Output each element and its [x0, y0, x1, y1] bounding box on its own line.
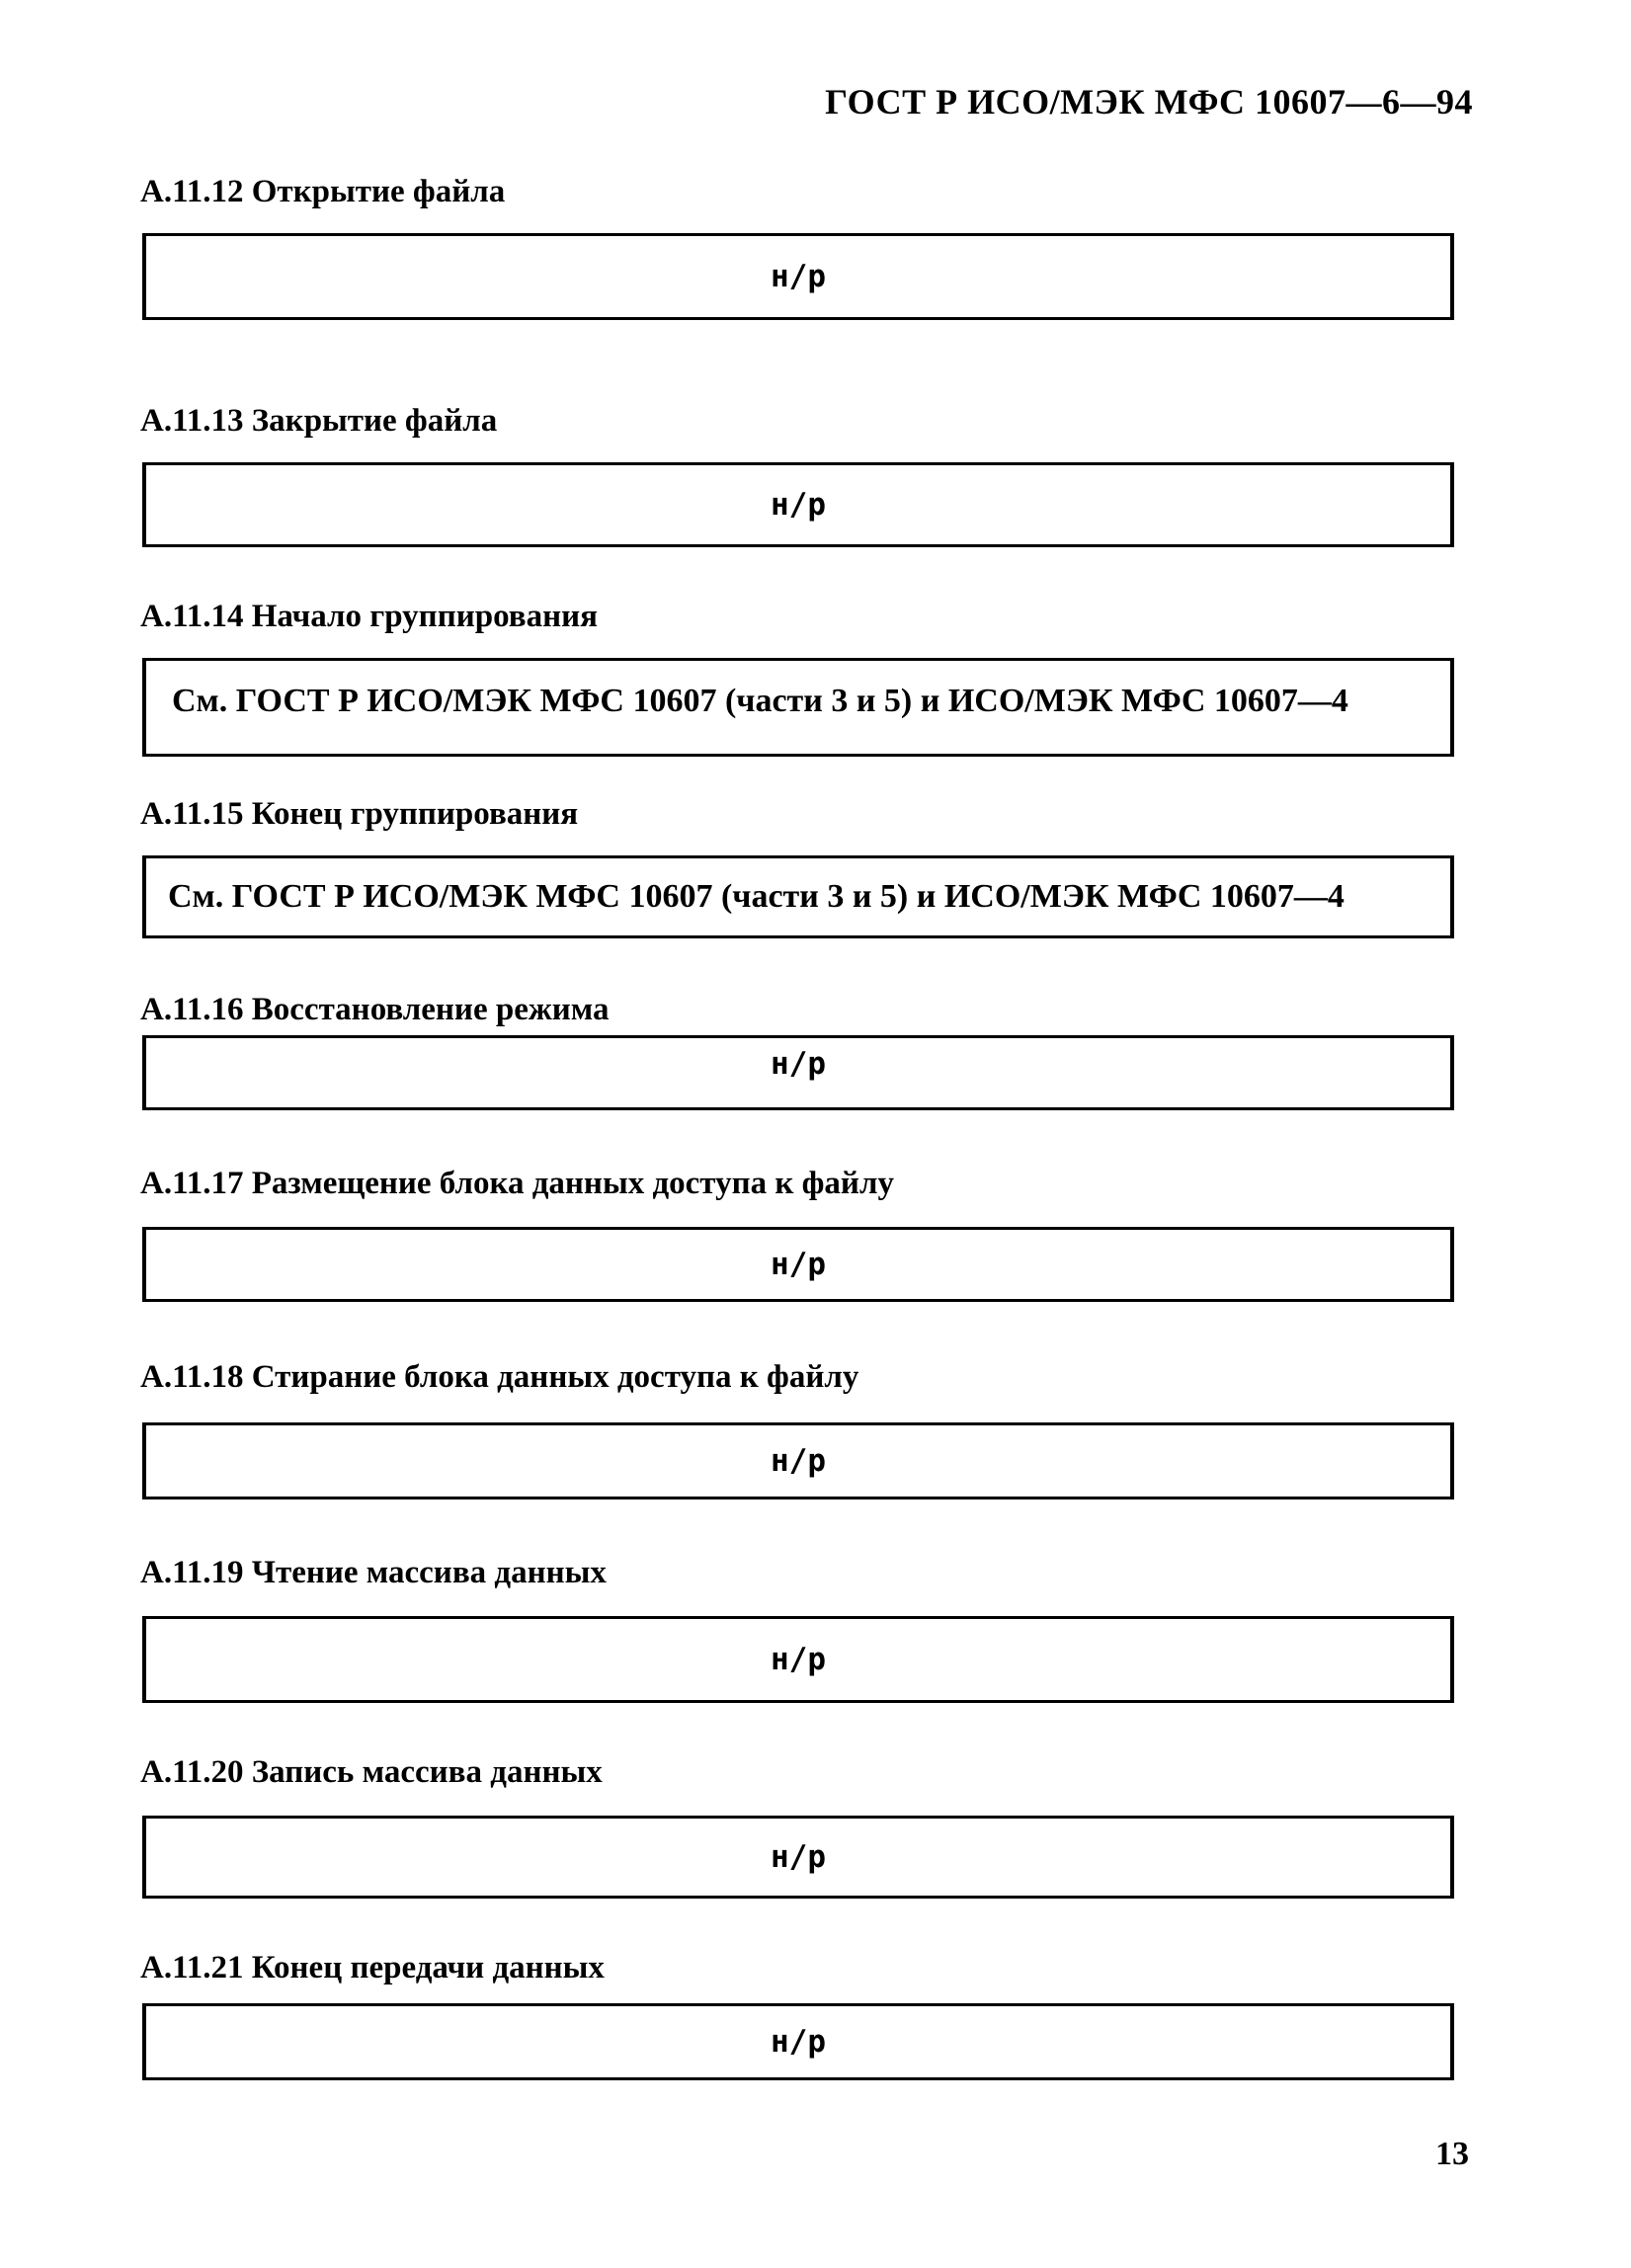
section-box-a-11-12: н/р	[142, 233, 1454, 320]
page-number: 13	[1435, 2136, 1469, 2172]
section-title-a-11-14: A.11.14 Начало группирования	[140, 599, 598, 634]
section-title-a-11-17: A.11.17 Размещение блока данных доступа к файлу	[140, 1166, 894, 1201]
section-title-a-11-12: A.11.12 Открытие файла	[140, 174, 506, 209]
section-box-a-11-15: См. ГОСТ Р ИСО/МЭК МФС 10607 (части 3 и 5) и ИСО/МЭК МФС 10607—4	[142, 855, 1454, 938]
section-box-a-11-21: н/р	[142, 2003, 1454, 2080]
section-box-a-11-14: См. ГОСТ Р ИСО/МЭК МФС 10607 (части 3 и 5) и ИСО/МЭК МФС 10607—4	[142, 658, 1454, 757]
section-title-a-11-15: A.11.15 Конец группирования	[140, 796, 579, 832]
section-title-a-11-21: A.11.21 Конец передачи данных	[140, 1950, 605, 1985]
section-box-a-11-20: н/р	[142, 1816, 1454, 1899]
section-box-a-11-16: н/р	[142, 1035, 1454, 1110]
section-title-a-11-20: A.11.20 Запись массива данных	[140, 1754, 603, 1790]
section-title-a-11-19: A.11.19 Чтение массива данных	[140, 1555, 607, 1590]
section-title-a-11-13: A.11.13 Закрытие файла	[140, 403, 498, 439]
section-box-a-11-17: н/р	[142, 1227, 1454, 1302]
section-box-a-11-19: н/р	[142, 1616, 1454, 1703]
document-code-header: ГОСТ Р ИСО/МЭК МФС 10607—6—94	[825, 82, 1473, 122]
section-box-a-11-18: н/р	[142, 1422, 1454, 1499]
section-title-a-11-16: A.11.16 Восстановление режима	[140, 992, 610, 1027]
section-title-a-11-18: A.11.18 Стирание блока данных доступа к файлу	[140, 1359, 859, 1395]
section-box-a-11-13: н/р	[142, 462, 1454, 547]
